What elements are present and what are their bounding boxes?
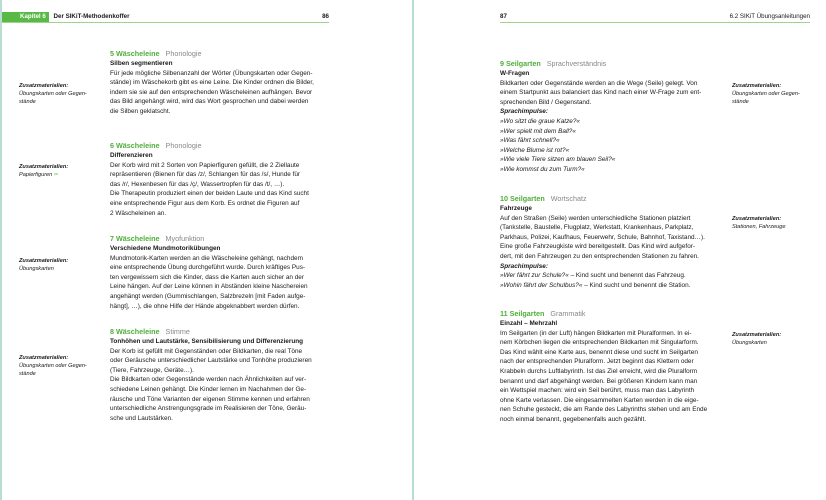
margin-text: Übungskarten oder Gegen-stände xyxy=(19,91,87,105)
chapter-title: Der SIKiT-Methodenkoffer xyxy=(53,13,130,20)
text-line: Krabbeln durchs Luftlabyrinth. Ist das Ziel erreicht, wird die Pluralform xyxy=(500,367,698,375)
text-line: stände) im Wäschekorb gibt es eine Leine. Die Kinder ordnen die Bilder, xyxy=(110,79,314,87)
chapter-tag: Kapitel 6 xyxy=(2,12,49,22)
text-line: schiedene Leinen gehängt. Die Kinder lernen im Nachahmen der Ge- xyxy=(110,385,307,393)
exercise-section xyxy=(110,141,332,218)
impulse-line: »Wo sitzt die graue Katze?« xyxy=(500,117,580,125)
text-line: (Tiere, Fahrzeuge, Geräte…). xyxy=(110,366,194,374)
exercise-number: 9 Seilgarten xyxy=(500,59,541,68)
impulse-line xyxy=(500,271,722,281)
margin-text: Übungskarten oder Gegen-stände xyxy=(19,363,87,377)
impulse-question: »Wer fährt zur Schule?« xyxy=(500,272,569,280)
impulse-line: »Welche Blume ist rot?« xyxy=(500,146,570,154)
text-line: indem sie sie auf den entsprechenden Wäscheleinen aufhängen. Bevor xyxy=(110,88,313,96)
margin-text: Übungskarten oder Gegen-stände xyxy=(732,91,800,105)
exercise-text xyxy=(110,347,332,424)
text-line: Das Kind wählt eine Karte aus, benennt diese und sucht im Seilgarten xyxy=(500,348,698,356)
text-line: das Bild angehängt wird, wird das Wort gesprochen und dabei werden xyxy=(110,98,309,106)
impulse-question: »Wohin fährt der Schulbus?« xyxy=(500,281,583,289)
exercise-category: Wortschatz xyxy=(550,194,587,203)
exercise-number: 7 Wäscheleine xyxy=(110,234,160,243)
text-line: räusche und Töne Varianten der eigenen Stimme kennen und erfahren xyxy=(110,395,310,403)
impulse-line xyxy=(500,281,722,291)
text-line: angehängt werden (Gummischlangen, Salzbrezeln [mit Faden aufge- xyxy=(110,292,306,300)
exercise-section xyxy=(500,194,722,290)
text-line: dert, mit den Fahrzeugen zu den entsprechenden Stationen zu fahren. xyxy=(500,252,699,260)
text-line: ten vergewissern sich die Kinder, dass die Karten auch sicher an der xyxy=(110,273,304,281)
margin-note xyxy=(19,257,89,273)
left-page xyxy=(0,0,412,500)
text-line: sprechenden Bild / Gegenstand. xyxy=(500,98,592,106)
text-line: Bildkarten oder Gegenstände werden an die Wege (Seile) gelegt. Von xyxy=(500,79,698,87)
text-line: Der Korb wird mit 2 Sorten von Papierfiguren gefüllt, die 2 Ziellaute xyxy=(110,161,300,169)
text-line: Die Therapeutin produziert einen der beiden Laute und das Kind sucht xyxy=(110,190,309,198)
text-line: nen Schuhe gesteckt, die am Rande des Labyrinths stehen und am Ende xyxy=(500,406,708,414)
exercise-text xyxy=(110,161,332,219)
exercise-subtitle: Tonhöhen und Lautstärke, Sensibilisierung und Differenzierung xyxy=(110,338,304,345)
margin-note xyxy=(732,331,802,347)
text-line: Auf den Straßen (Seile) werden unterschiedliche Stationen platziert xyxy=(500,214,691,222)
text-line: nach der entsprechenden Pluralform. Jetzt beginnt das Klettern oder xyxy=(500,358,694,366)
left-page-header xyxy=(2,12,329,23)
text-line: Für jede mögliche Silbenanzahl der Wörter (Übungskarten oder Gegen- xyxy=(110,69,313,77)
text-line: 2 Wäscheleinen an. xyxy=(110,209,167,217)
margin-text: Übungskarten xyxy=(19,266,54,272)
text-line: repräsentieren (Bienen für das /z/, Schlangen für das /s/, Hunde für xyxy=(110,171,301,179)
text-line: Der Korb ist gefüllt mit Gegenständen oder Bildkarten, die real Töne xyxy=(110,347,303,355)
text-line: hängt], …), die ohne Hilfe der Hände abgeknabbert werden dürfen. xyxy=(110,302,300,310)
text-line: Die Bildkarten oder Gegenstände werden nach Ähnlichkeiten auf ver- xyxy=(110,376,307,384)
margin-label: Zusatzmaterialien: xyxy=(19,355,69,361)
text-line: noch einmal benannt, gegebenenfalls auch gezählt. xyxy=(500,415,647,423)
impulse-answer: – Kind sucht und benennt die Station. xyxy=(582,281,691,289)
impulse-answer: – Kind sucht und benennt das Fahrzeug. xyxy=(568,272,686,280)
text-line: oder Geräusche unterschiedlicher Lautstärke und Tonhöhe produzieren xyxy=(110,357,312,365)
exercise-text xyxy=(500,214,722,262)
text-line: ein Wettspiel machen: wird ein Seil berührt, muss man das Labyrinth xyxy=(500,387,695,395)
impulse-line: »Was fährt schnell?« xyxy=(500,137,560,145)
text-line: sche und Lautstärken. xyxy=(110,414,173,422)
exercise-section xyxy=(110,327,332,423)
margin-text: Übungskarten xyxy=(732,340,767,346)
margin-text: Papierfiguren xyxy=(19,172,53,178)
exercise-number: 11 Seilgarten xyxy=(500,309,545,318)
section-title: 6.2 SIKiT Übungsanleitungen xyxy=(729,13,810,20)
text-line: benannt und darf abgehängt werden. Bei größeren Kindern kann man xyxy=(500,377,698,385)
exercise-number: 5 Wäscheleine xyxy=(110,49,160,58)
exercise-section xyxy=(500,59,722,175)
text-line: Im Seilgarten (in der Luft) hängen Bildkarten mit Pluralformen. In ei- xyxy=(500,329,692,337)
margin-label: Zusatzmaterialien: xyxy=(732,83,782,89)
exercise-subtitle: Fahrzeuge xyxy=(500,205,532,212)
exercise-subtitle: W-Fragen xyxy=(500,70,530,77)
page-number: 87 xyxy=(500,13,507,20)
margin-note xyxy=(732,215,802,231)
margin-label: Zusatzmaterialien: xyxy=(19,164,69,170)
exercise-category: Myofunktion xyxy=(165,234,205,243)
exercise-category: Phonologie xyxy=(165,141,202,150)
impulse-line: »Wer spielt mit dem Ball?« xyxy=(500,127,576,135)
exercise-number: 6 Wäscheleine xyxy=(110,141,160,150)
impulse-line: »Wie viele Tiere sitzen am blauen Seil?« xyxy=(500,156,616,164)
exercise-section xyxy=(110,49,332,117)
scissors-icon: ✂ xyxy=(53,172,59,178)
exercise-category: Phonologie xyxy=(165,49,202,58)
exercise-text xyxy=(110,69,332,117)
exercise-subtitle: Verschiedene Mundmotorikübungen xyxy=(110,245,221,252)
text-line: Mundmotorik-Karten werden an die Wäscheleine gehängt, nachdem xyxy=(110,254,303,262)
text-line: Leine hängen. Auf der Leine können in Abständen kleine Naschereien xyxy=(110,283,308,291)
exercise-text xyxy=(110,254,332,312)
margin-label: Zusatzmaterialien: xyxy=(19,83,69,89)
text-line: unterschiedliche Anstrengungsgrade im Realisieren der Töne, Geräu- xyxy=(110,405,307,413)
page-number: 86 xyxy=(322,13,329,20)
margin-note xyxy=(19,163,89,179)
exercise-text xyxy=(500,329,722,425)
text-line: Parkhaus, Polizei, Kaufhaus, Feuerwehr, Schule, Bahnhof, Taxistand…). xyxy=(500,233,705,241)
text-line: ohne Karte verlassen. Die eingesammelten Karten werden in die eige- xyxy=(500,396,699,404)
exercise-subtitle: Silben segmentieren xyxy=(110,60,173,67)
text-line: eine entsprechende Figur aus dem Korb. Es ordnet die Figuren auf xyxy=(110,199,300,207)
margin-note xyxy=(732,82,802,106)
exercise-text xyxy=(500,79,722,108)
right-page-header xyxy=(500,12,810,23)
impulse-label: Sprachimpulse: xyxy=(500,262,548,270)
margin-label: Zusatzmaterialien: xyxy=(732,216,782,222)
text-line: das /r/, Hexenbesen für das /ç/, Wassertropfen für das /t/, …). xyxy=(110,180,285,188)
exercise-subtitle: Einzahl – Mehrzahl xyxy=(500,320,558,327)
margin-text: Stationen, Fahrzeuge xyxy=(732,224,786,230)
right-page xyxy=(413,0,826,500)
exercise-subtitle: Differenzieren xyxy=(110,152,153,159)
margin-note xyxy=(19,354,89,378)
margin-label: Zusatzmaterialien: xyxy=(732,332,782,338)
text-line: nem Körbchen liegen die entsprechenden Bildkarten mit Singularform. xyxy=(500,339,699,347)
margin-note xyxy=(19,82,89,106)
exercise-number: 8 Wäscheleine xyxy=(110,327,160,336)
impulse-line: »Wie kommst du zum Turm?« xyxy=(500,165,585,173)
exercise-category: Sprachverständnis xyxy=(546,59,607,68)
text-line: einem Startpunkt aus balanciert das Kind nach einer W-Frage zum ent- xyxy=(500,89,702,97)
text-line: (Tankstelle, Baustelle, Flugplatz, Werkstatt, Krankenhaus, Parkplatz, xyxy=(500,224,694,232)
exercise-number: 10 Seilgarten xyxy=(500,194,545,203)
exercise-section xyxy=(500,309,722,425)
text-line: eine entsprechende Übung durchgeführt wurde. Durch kräftiges Pus- xyxy=(110,264,306,272)
impulse-label: Sprachimpulse: xyxy=(500,108,548,116)
text-line: die Silben geklatscht. xyxy=(110,107,171,115)
exercise-category: Grammatik xyxy=(550,309,586,318)
margin-label: Zusatzmaterialien: xyxy=(19,258,69,264)
text-line: Eine große Fahrzeugkiste wird bereitgestellt. Das Kind wird aufgefor- xyxy=(500,243,696,251)
exercise-category: Stimme xyxy=(165,327,190,336)
exercise-section xyxy=(110,234,332,311)
